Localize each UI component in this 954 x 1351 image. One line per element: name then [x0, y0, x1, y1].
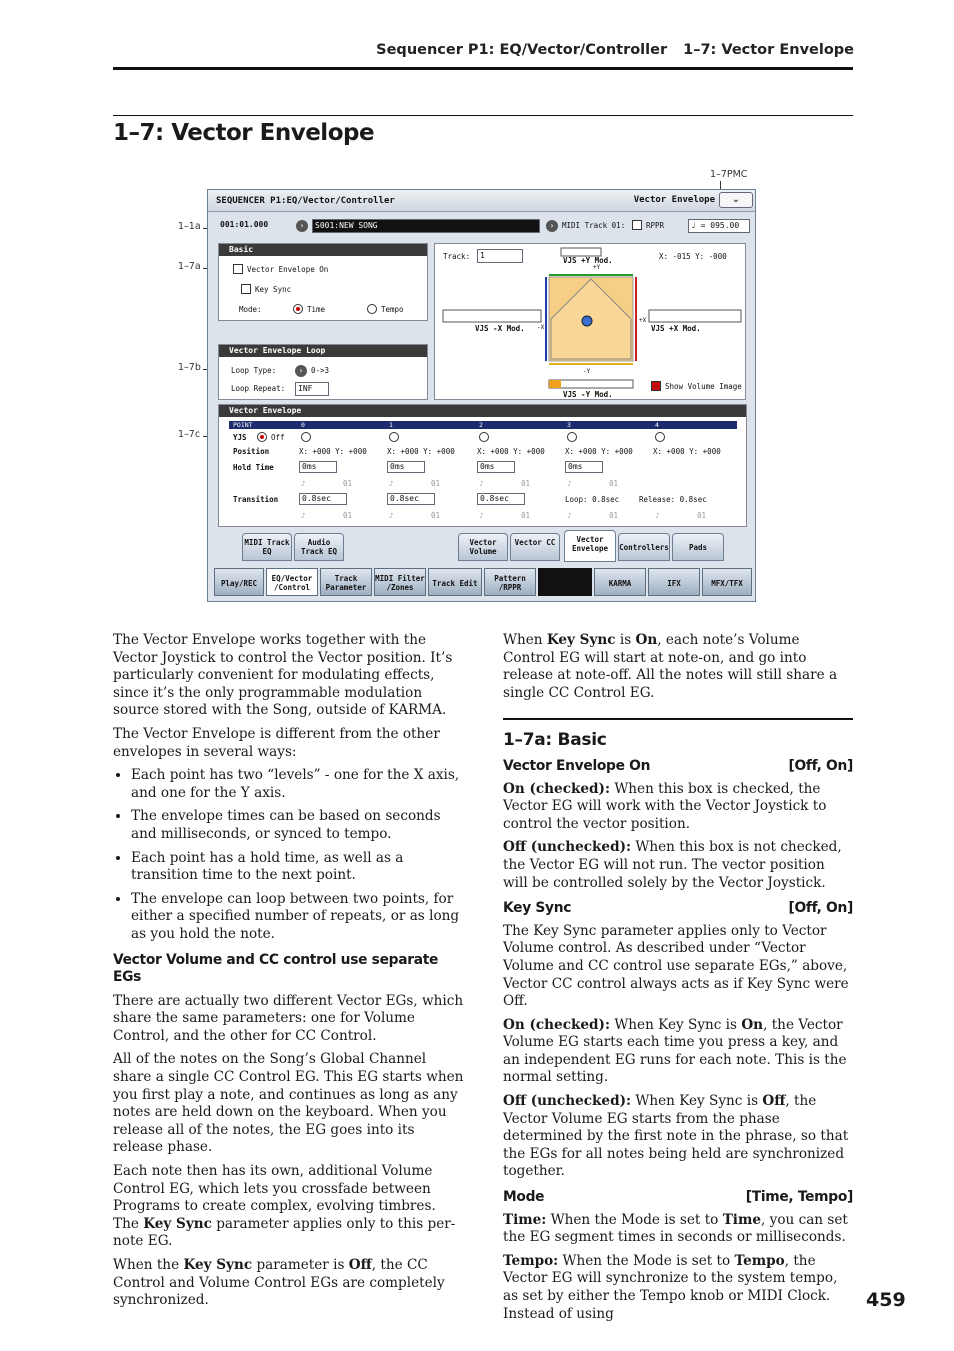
rppr-label: RPPR: [646, 221, 665, 230]
hold-field[interactable]: 0ms: [299, 461, 337, 473]
track-label: Track:: [443, 252, 471, 261]
point-header-bar: [229, 421, 737, 429]
section-rule: [503, 718, 853, 720]
tab-audio-track-eq[interactable]: Audio Track EQ: [294, 533, 344, 561]
hold-field[interactable]: 0ms: [565, 461, 603, 473]
paragraph: The Vector Envelope works together with the Vector Joystick to control the Vector position. It’s particularly convenient for modulating effects, since it’s the only programmable modulation source stored with the Song, outside of KARMA.: [113, 632, 453, 719]
point-3-label: 3: [567, 421, 571, 429]
yjs-off-label: Off: [271, 433, 285, 442]
hold-field[interactable]: 0ms: [387, 461, 425, 473]
trans-sync-note: ♪: [479, 511, 484, 520]
param-heading-key-sync: Key Sync [Off, On]: [503, 900, 853, 917]
rppr-checkbox[interactable]: [632, 220, 642, 230]
show-volume-label: Show Volume Image: [665, 382, 742, 391]
loop-header: Vector Envelope Loop: [219, 345, 427, 357]
position-field[interactable]: X: +000 Y: +000: [565, 447, 633, 456]
envelope-panel: [218, 404, 747, 527]
meter-plus-x: [649, 310, 741, 322]
loop-repeat-field[interactable]: INF: [295, 382, 329, 396]
tab-controllers[interactable]: Controllers: [618, 533, 670, 561]
trans-sync-value: 01: [697, 511, 707, 520]
point-label: POINT: [233, 421, 253, 429]
tab-midi-track-eq[interactable]: MIDI Track EQ: [242, 533, 292, 561]
header-rule: [113, 67, 853, 70]
tab-vector-envelope[interactable]: Vector Envelope: [564, 530, 616, 562]
transition-label: Transition: [233, 495, 279, 504]
header-page: 1–7: Vector Envelope: [683, 42, 854, 58]
hold-sync-note: ♪: [479, 479, 484, 488]
tab-pads[interactable]: Pads: [672, 533, 724, 561]
yjs-label: YJS: [233, 433, 247, 442]
hold-sync-note: ♪: [567, 479, 572, 488]
plus-y-mod-label: VJS +Y Mod.: [563, 256, 613, 265]
key-sync-checkbox[interactable]: [241, 284, 251, 294]
tab-karma[interactable]: KARMA: [594, 568, 646, 596]
meter-minus-y: [549, 380, 633, 388]
song-select[interactable]: S001:NEW SONG: [312, 219, 540, 233]
point-0-label: 0: [301, 421, 305, 429]
lcd-screen: [207, 189, 756, 602]
paragraph: The Key Sync parameter applies only to Vector Volume control. As described under “Vector Volume and CC control use separate EGs,” above, Vector CC control always acts as if Key Sync were Off.: [503, 922, 849, 1010]
minus-x-mod-label: VJS -X Mod.: [475, 324, 525, 333]
mode-time-radio[interactable]: [293, 304, 303, 314]
vector-envelope-on-checkbox[interactable]: [233, 264, 243, 274]
tab-gap: [538, 568, 592, 596]
location-field[interactable]: 001:01.000: [220, 220, 269, 229]
plus-y-label: +Y: [593, 264, 601, 271]
paragraph: Off (unchecked): When Key Sync is Off, the Vector Volume EG starts from the phase determined by the first note in the phrase, so that the EGs for all notes being held are synchronized together.: [503, 1093, 849, 1180]
transition-field[interactable]: 0.8sec: [387, 493, 435, 505]
midi-track-label: MIDI Track 01:: [562, 221, 626, 230]
list-item: • Each point has two “levels” - one for the X axis, and one for the Y axis.: [131, 767, 465, 802]
hold-sync-value: 01: [609, 479, 619, 488]
list-item: • The envelope can loop between two points, for either a specified number of repeats, or as long as you hold the note.: [131, 891, 465, 944]
vector-envelope-on-label: Vector Envelope On: [247, 265, 329, 274]
hold-sync-value: 01: [431, 479, 441, 488]
loop-type-arrow-icon[interactable]: ›: [295, 365, 307, 377]
mode-label: Mode:: [239, 305, 262, 314]
point-4-radio[interactable]: [567, 432, 577, 442]
header-section: Sequencer P1: EQ/Vector/Controller: [376, 42, 668, 58]
xy-readout: X: -015 Y: -000: [659, 252, 727, 261]
plus-x-mod-label: VJS +X Mod.: [651, 324, 701, 333]
loop-transition-field[interactable]: Loop: 0.8sec: [565, 495, 620, 504]
page-number: 459: [866, 1289, 906, 1311]
transition-field[interactable]: 0.8sec: [299, 493, 347, 505]
tab-midi-filter-zones[interactable]: MIDI Filter /Zones: [374, 568, 426, 596]
tab-track-parameter[interactable]: Track Parameter: [320, 568, 372, 596]
mode-time-label: Time: [307, 305, 326, 314]
point-1-radio[interactable]: [301, 432, 311, 442]
minus-y-label: -Y: [583, 368, 591, 375]
meter-minus-x: [443, 310, 541, 322]
point-3-radio[interactable]: [479, 432, 489, 442]
title-rule: [113, 115, 853, 116]
hold-sync-value: 01: [521, 479, 531, 488]
trans-sync-value: 01: [521, 511, 531, 520]
param-heading-mode: Mode [Time, Tempo]: [503, 1189, 853, 1206]
tab-pattern-rppr[interactable]: Pattern /RPPR: [484, 568, 536, 596]
param-heading-vector-envelope-on: Vector Envelope On [Off, On]: [503, 757, 853, 774]
minus-y-mod-label: VJS -Y Mod.: [563, 390, 613, 399]
tempo-value: 095.00: [710, 221, 740, 230]
page-title: 1–7: Vector Envelope: [113, 120, 375, 146]
tab-mfx-tfx[interactable]: MFX/TFX: [702, 568, 752, 596]
mode-tempo-radio[interactable]: [367, 304, 377, 314]
paragraph: On (checked): When Key Sync is On, the Vector Volume EG starts each time you press a key, and an independent EG runs for each note. This is the normal setting.: [503, 1016, 847, 1086]
point-2-radio[interactable]: [389, 432, 399, 442]
track-field[interactable]: 1: [477, 249, 523, 263]
tab-track-edit[interactable]: Track Edit: [428, 568, 482, 596]
trans-sync-note: ♪: [655, 511, 660, 520]
tab-vector-cc[interactable]: Vector CC: [510, 533, 560, 561]
tab-ifx[interactable]: IFX: [648, 568, 700, 596]
position-label: Position: [233, 447, 270, 456]
callout-1-7c: 1–7c: [178, 429, 201, 440]
mode-tempo-label: Tempo: [381, 305, 404, 314]
joystick-panel: [434, 243, 746, 400]
trans-sync-note: ♪: [389, 511, 394, 520]
loop-type-value[interactable]: 0->3: [311, 366, 330, 375]
meter-minus-y-fill: [549, 380, 561, 388]
section-heading-basic: 1–7a: Basic: [503, 730, 607, 751]
song-row: [214, 216, 751, 236]
screen-titlebar: [208, 190, 755, 212]
position-field[interactable]: X: +000 Y: +000: [299, 447, 367, 456]
paragraph: All of the notes on the Song’s Global Channel share a single CC Control EG. This EG starts when you first play a note, and continues as long as any notes are held down on the keyboard. When you release all of the notes, the EG goes into its release phase.: [113, 1051, 464, 1156]
running-header: [360, 42, 854, 58]
tab-play-rec[interactable]: Play/REC: [214, 568, 264, 596]
paragraph: When the Key Sync parameter is Off, the CC Control and Volume Control EGs are completely synchronized.: [113, 1257, 445, 1309]
loop-panel: [218, 344, 428, 400]
subheading-separate-egs: Vector Volume and CC control use separate EGs: [113, 951, 439, 986]
trans-sync-value: 01: [609, 511, 619, 520]
trans-sync-value: 01: [431, 511, 441, 520]
paragraph: Tempo: When the Mode is set to Tempo, the Vector EG will synchronize to the system tempo, as set by either the Tempo knob or MIDI Clock. Instead of using: [503, 1252, 838, 1322]
point-5-radio[interactable]: [655, 432, 665, 442]
basic-panel: [218, 243, 428, 321]
list-item: • The envelope times can be based on seconds and milliseconds, or synced to tempo.: [131, 808, 465, 843]
track-arrow-icon[interactable]: ›: [546, 220, 558, 232]
hold-sync-value: 01: [343, 479, 353, 488]
basic-header: Basic: [219, 244, 427, 256]
paragraph: There are actually two different Vector EGs, which share the same parameters: one for Volume Control, and the other for CC Control.: [113, 992, 464, 1044]
tempo-field[interactable]: ♩ = 095.00: [688, 219, 750, 233]
page-menu-chevron-icon[interactable]: ⌄: [719, 192, 753, 208]
left-column: [113, 632, 465, 1316]
paragraph: The Vector Envelope is different from the other envelopes in several ways:: [113, 725, 440, 760]
hold-sync-note: ♪: [301, 479, 306, 488]
list-item: • Each point has a hold time, as well as a transition time to the next point.: [131, 850, 465, 885]
meter-plus-y: [561, 248, 601, 256]
position-field[interactable]: X: +000 Y: +000: [387, 447, 455, 456]
paragraph: On (checked): When this box is checked, the Vector EG will work with the Vector Joystick to control the vector position.: [503, 780, 827, 832]
tab-eq-vector-control[interactable]: EQ/Vector /Control: [266, 568, 318, 596]
paragraph: Each note then has its own, additional Volume Control EG, which lets you crossfade between Programs to create complex, evolving timbres. The Key Sync parameter applies only to this per-note EG.: [113, 1163, 456, 1250]
paragraph: When Key Sync is On, each note’s Volume Control EG will start at note-on, and go into release at note-off. All the notes will still share a single CC Control EG.: [503, 632, 838, 701]
point-2-label: 2: [479, 421, 483, 429]
screen-title: SEQUENCER P1:EQ/Vector/Controller: [216, 196, 395, 206]
joystick-position-dot: [582, 316, 592, 326]
hold-sync-note: ♪: [389, 479, 394, 488]
point-4-label: 4: [655, 421, 659, 429]
trans-sync-note: ♪: [567, 511, 572, 520]
callout-1-7a: 1–7a: [178, 261, 201, 272]
envelope-header: Vector Envelope: [219, 405, 746, 417]
position-field[interactable]: X: +000 Y: +000: [653, 447, 721, 456]
paragraph: Off (unchecked): When this box is not checked, the Vector EG will not run. The vector position will be controlled solely by the Vector Joystick.: [503, 839, 842, 891]
tab-vector-volume[interactable]: Vector Volume: [458, 533, 508, 561]
trans-sync-note: ♪: [301, 511, 306, 520]
hold-field[interactable]: 0ms: [477, 461, 515, 473]
loop-repeat-label: Loop Repeat:: [231, 384, 286, 393]
right-column: [503, 632, 853, 1329]
transition-field[interactable]: 0.8sec: [477, 493, 525, 505]
callout-1-7b: 1–7b: [178, 362, 201, 373]
callout-pmc: 1–7PMC: [710, 169, 748, 180]
trans-sync-value: 01: [343, 511, 353, 520]
difference-list: [113, 767, 465, 943]
key-sync-label: Key Sync: [255, 285, 292, 294]
plus-x-label: +X: [639, 317, 647, 324]
point-1-label: 1: [389, 421, 393, 429]
release-transition-field[interactable]: Release: 0.8sec: [639, 495, 707, 504]
position-field[interactable]: X: +000 Y: +000: [477, 447, 545, 456]
loop-type-label: Loop Type:: [231, 366, 277, 375]
minus-x-label: -X: [537, 324, 545, 331]
paragraph: Time: When the Mode is set to Time, you can set the EG segment times in seconds or milliseconds.: [503, 1211, 848, 1246]
vector-joystick-graphic[interactable]: [435, 244, 747, 401]
yjs-radio[interactable]: [257, 432, 267, 442]
callout-1-1a: 1–1a: [178, 221, 201, 232]
page-menu-label[interactable]: Vector Envelope: [633, 195, 715, 205]
hold-time-label: Hold Time: [233, 463, 274, 472]
song-arrow-icon[interactable]: ›: [296, 220, 308, 232]
show-volume-checkbox[interactable]: [651, 381, 661, 391]
